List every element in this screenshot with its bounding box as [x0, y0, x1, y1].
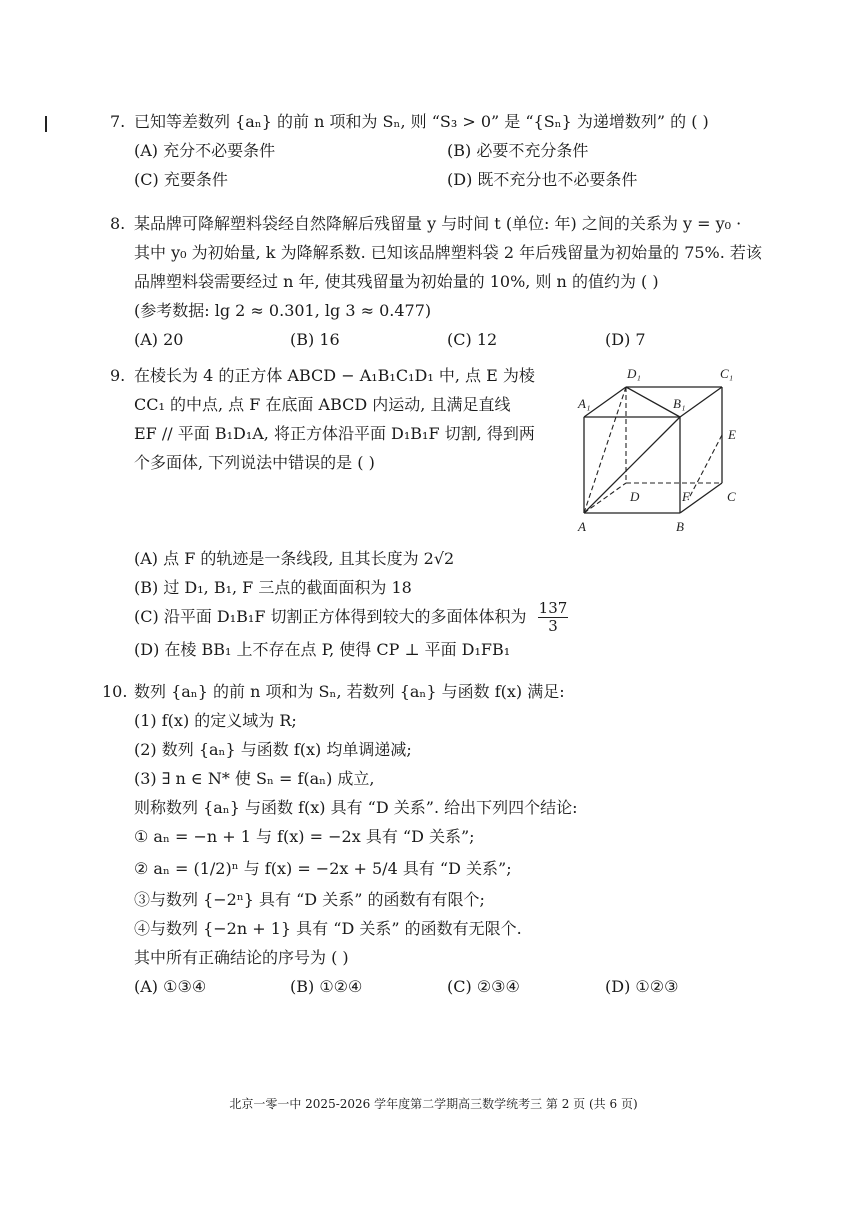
- option-d: (D) 在棱 BB₁ 上不存在点 P, 使得 CP ⊥ 平面 D₁FB₁: [134, 640, 511, 659]
- question-prompt: 其中所有正确结论的序号为 ( ): [134, 948, 349, 967]
- option-c: (C) ②③④: [447, 977, 520, 996]
- cube-figure: [572, 345, 752, 535]
- question-number: 8.: [110, 214, 126, 233]
- definition-line: 则称数列 {aₙ} 与函数 f(x) 具有 “D 关系”. 给出下列四个结论:: [134, 798, 578, 817]
- option-a: (A) ①③④: [134, 977, 207, 996]
- option-b: (B) ①②④: [290, 977, 363, 996]
- label-d1: D₁: [627, 366, 641, 381]
- question-number: 7.: [110, 112, 126, 131]
- label-c1: C₁: [720, 366, 734, 381]
- option-a: (A) 充分不必要条件: [134, 141, 276, 160]
- label-f: F: [682, 489, 690, 504]
- label-c: C: [727, 489, 736, 504]
- label-a1: A₁: [578, 396, 591, 411]
- page-edge-mark: [45, 116, 47, 132]
- option-c: (C) 12: [447, 330, 498, 349]
- option-b: (B) 16: [290, 330, 340, 349]
- condition-2: (2) 数列 {aₙ} 与函数 f(x) 均单调递减;: [134, 740, 412, 759]
- diag-b1-d1: [626, 387, 680, 417]
- condition-1: (1) f(x) 的定义域为 R;: [134, 711, 297, 730]
- option-d: (D) 既不充分也不必要条件: [447, 170, 638, 189]
- question-stem-line: 在棱长为 4 的正方体 ABCD − A₁B₁C₁D₁ 中, 点 E 为棱: [134, 366, 535, 385]
- question-number: 9.: [110, 366, 126, 385]
- label-b1: B₁: [673, 396, 686, 411]
- question-stem-line: 品牌塑料袋需要经过 n 年, 使其残留量为初始量的 10%, 则 n 的值约为 ( ): [134, 272, 659, 291]
- option-c: (C) 充要条件: [134, 170, 228, 189]
- conclusion-2: ② aₙ = (1/2)ⁿ 与 f(x) = −2x + 5/4 具有 “D 关系”;: [134, 859, 512, 878]
- question-stem-line: EF // 平面 B₁D₁A, 将正方体沿平面 D₁B₁F 切割, 得到两: [134, 424, 535, 443]
- label-e: E: [728, 427, 736, 442]
- conclusion-4: ④与数列 {−2n + 1} 具有 “D 关系” 的函数有无限个.: [134, 919, 522, 938]
- edge-b1-c1: [680, 387, 722, 417]
- label-a: A: [578, 519, 586, 534]
- option-c-fraction: [538, 600, 568, 635]
- option-a: (A) 点 F 的轨迹是一条线段, 且其长度为 2√2: [134, 549, 455, 568]
- conclusion-1: ① aₙ = −n + 1 与 f(x) = −2x 具有 “D 关系”;: [134, 827, 475, 846]
- conclusion-3: ③与数列 {−2ⁿ} 具有 “D 关系” 的函数有有限个;: [134, 890, 485, 909]
- fraction-denominator: 3: [548, 617, 558, 635]
- hidden-edge-a-d: [584, 483, 626, 513]
- option-d: (D) ①②③: [605, 977, 679, 996]
- option-d: (D) 7: [605, 330, 646, 349]
- question-stem: 已知等差数列 {aₙ} 的前 n 项和为 Sₙ, 则 “S₃ > 0” 是 “{Sₙ} 为递增数列” 的 ( ): [134, 112, 709, 131]
- hidden-seg-e-f: [688, 435, 722, 500]
- reference-data: (参考数据: lg 2 ≈ 0.301, lg 3 ≈ 0.477): [134, 301, 432, 320]
- option-a: (A) 20: [134, 330, 184, 349]
- label-d: D: [630, 489, 640, 504]
- question-stem-line: CC₁ 的中点, 点 F 在底面 ABCD 内运动, 且满足直线: [134, 395, 511, 414]
- option-b: (B) 过 D₁, B₁, F 三点的截面面积为 18: [134, 578, 412, 597]
- option-b: (B) 必要不充分条件: [447, 141, 589, 160]
- label-b: B: [676, 519, 684, 534]
- question-stem-line: 个多面体, 下列说法中错误的是 ( ): [134, 453, 375, 472]
- option-c: (C) 沿平面 D₁B₁F 切割正方体得到较大的多面体体积为: [134, 607, 527, 626]
- question-number: 10.: [102, 682, 128, 701]
- fraction-numerator: 137: [538, 599, 568, 617]
- question-stem-line: 其中 y₀ 为初始量, k 为降解系数. 已知该品牌塑料袋 2 年后残留量为初始量的 75%. 若该: [134, 243, 762, 262]
- condition-3: (3) ∃ n ∈ N* 使 Sₙ = f(aₙ) 成立,: [134, 769, 375, 788]
- question-stem-line: 某品牌可降解塑料袋经自然降解后残留量 y 与时间 t (单位: 年) 之间的关系为 y = y₀ ·: [134, 214, 742, 233]
- question-stem-line: 数列 {aₙ} 的前 n 项和为 Sₙ, 若数列 {aₙ} 与函数 f(x) 满足:: [134, 682, 565, 701]
- page-footer: 北京一零一中 2025-2026 学年度第二学期高三数学统考三 第 2 页 (共 6 页): [229, 1097, 638, 1111]
